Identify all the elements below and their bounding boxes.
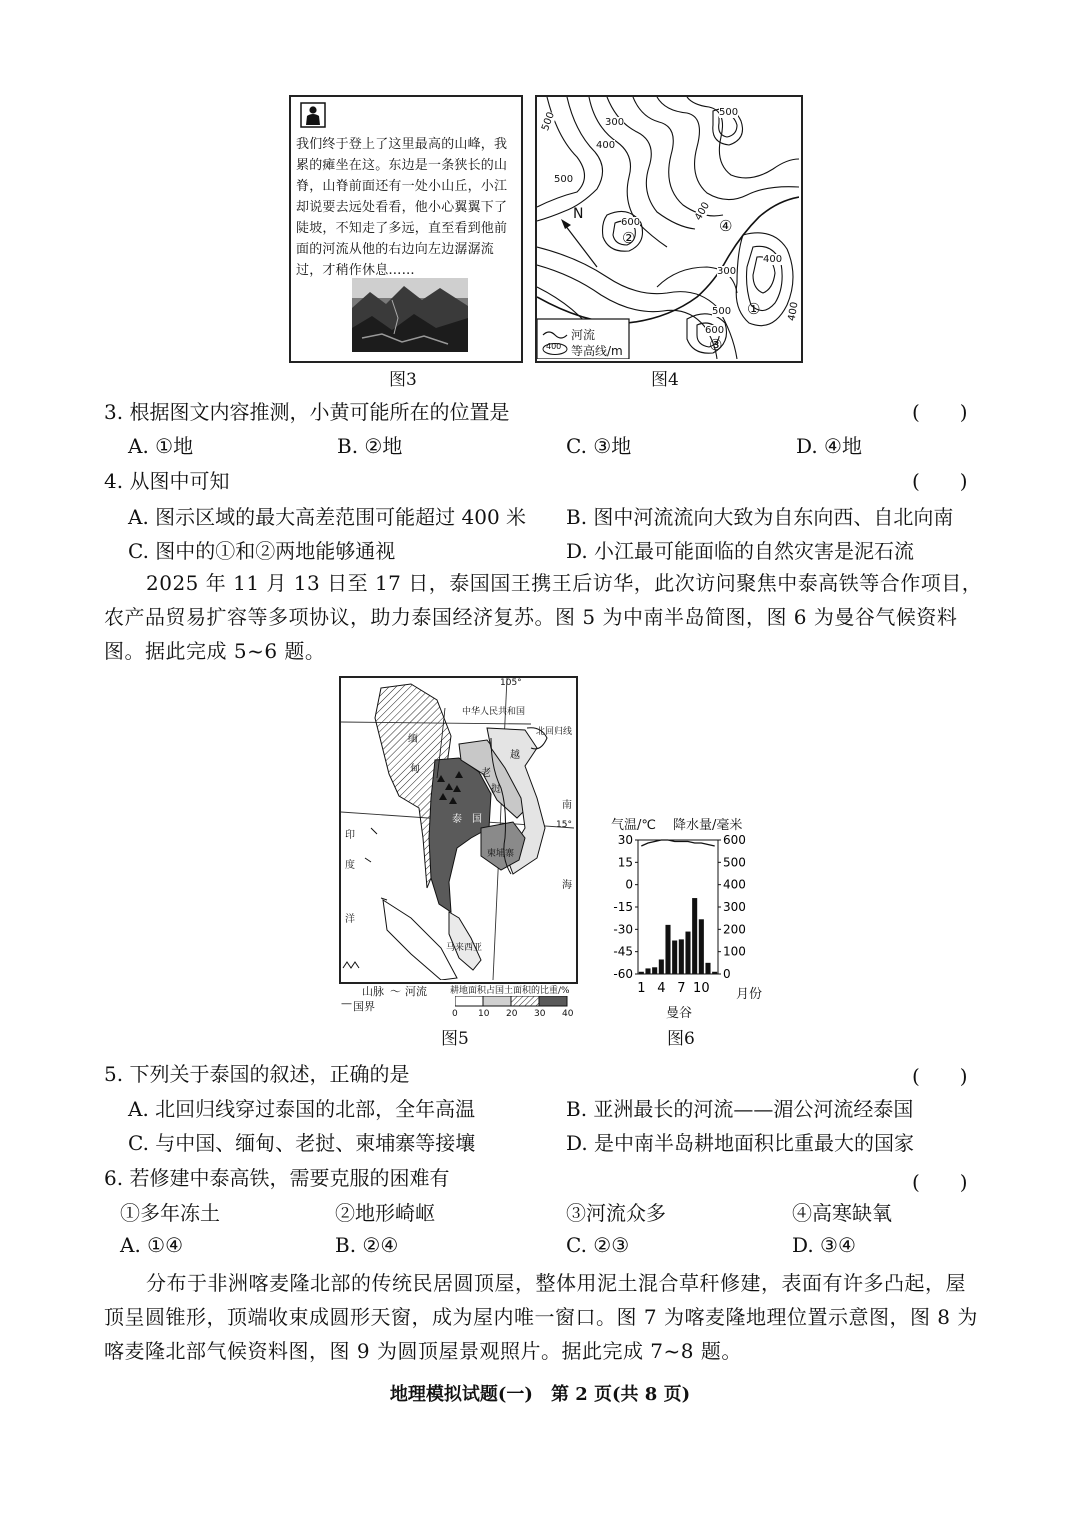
ratio-tick: 0 [452,1009,458,1019]
ratio-tick: 20 [506,1009,518,1019]
precipitation-tick-label: 0 [723,967,731,981]
ratio-tick: 40 [562,1009,574,1019]
border-legend-icon: — [341,997,352,1010]
question-4-option-d[interactable]: D. 小江最可能面临的自然灾害是泥石流 [566,539,915,563]
precipitation-bar [659,959,664,974]
precipitation-axis-title: 降水量/毫米 [673,818,743,833]
question-6-item: ④高寒缺氧 [792,1201,892,1225]
temperature-tick-label: -30 [613,922,633,937]
question-6-item: ②地形崎岖 [335,1201,435,1225]
legend-ratio-title: 耕地面积占国土面积的比重/% [450,986,570,996]
precipitation-bar [699,919,704,974]
legend-river-label: 河流 [571,328,596,342]
tropic-label: 北回归线 [536,727,573,737]
indian-ocean-label: 印 [345,830,355,841]
figure-4-caption: 图4 [651,370,679,390]
south-sea-label: 海 [562,880,572,891]
north-arrow-icon [561,219,597,267]
contour-label: 600 [705,325,725,336]
question-6-item: ①多年冻土 [120,1201,220,1225]
month-tick-label: 4 [657,981,666,996]
question-5-option-c[interactable]: C. 与中国、缅甸、老挝、柬埔寨等接壤 [128,1131,476,1155]
precipitation-bar [692,898,697,974]
contour-label: 500 [712,306,732,317]
question-5-option-b[interactable]: B. 亚洲最长的河流——湄公河流经泰国 [566,1097,914,1121]
question-4-option-c[interactable]: C. 图中的①和②两地能够通视 [128,539,396,563]
question-6-answer-blank[interactable]: ( ) [912,1170,968,1194]
legend-mountain-label: 山脉 [362,985,384,998]
month-tick-label: 10 [693,981,710,996]
legend-contour-sample: 400 [546,342,562,351]
question-3-option-c[interactable]: C. ③地 [566,434,632,458]
month-tick-label: 1 [637,981,646,996]
passage-cameroon: 分布于非洲喀麦隆北部的传统民居圆顶屋，整体用泥土混合草秆修建，表面有许多凸起，屋顶呈圆锥形，顶端收束成圆形天窗，成为屋内唯一窗口。图 7 为喀麦隆地理位置示意图，图 8 为喀麦隆北部气候资料图，图 9 为圆顶屋景观照片。据此完成 7~8 题。 [104,1271,978,1363]
figure-6-caption: 图6 [667,1029,695,1049]
vietnam-label: 越 [510,750,520,761]
marker-label: ④ [719,217,733,235]
question-5-stem: 5. 下列关于泰国的叙述，正确的是 [104,1062,410,1086]
temperature-line [641,840,714,846]
question-3-stem: 3. 根据图文内容推测，小黄可能所在的位置是 [104,400,510,424]
month-tick-label: 7 [677,981,686,996]
cambodia-label: 柬埔寨 [487,849,515,859]
precipitation-tick-label: 500 [723,855,746,870]
question-6-option-d[interactable]: D. ③④ [792,1233,856,1257]
precipitation-bar [712,972,717,974]
passage-thailand: 2025 年 11 月 13 日至 17 日，泰国国王携王后访华，此次访问聚焦中泰高铁等合作项目，农产品贸易扩容等多项协议，助力泰国经济复苏。图 5 为中南半岛简图，图 6 为曼谷气候资料图。据此完成 5~6 题。 [104,571,983,663]
question-3-option-d[interactable]: D. ④地 [796,434,862,458]
legend-contour-label: 等高线/m [571,344,623,358]
marker-label: ① [747,300,761,318]
north-label: N [573,206,584,222]
question-4-answer-blank[interactable]: ( ) [912,469,968,493]
marker-label: ③ [709,336,723,354]
precipitation-bar [679,939,684,974]
legend-border-label: 国界 [353,1000,375,1013]
precipitation-tick-label: 300 [723,900,746,914]
question-4-option-a[interactable]: A. 图示区域的最大高差范围可能超过 400 米 [128,505,527,529]
city-label: 曼谷 [666,1006,693,1021]
question-6-stem: 6. 若修建中泰高铁，需要克服的困难有 [104,1166,450,1190]
precipitation-tick-label: 400 [723,877,746,892]
question-6-option-a[interactable]: A. ①④ [120,1233,184,1257]
thailand-label: 泰 国 [452,814,482,825]
longitude-label: 105° [500,678,522,688]
contour-map [537,97,799,359]
precipitation-bar [652,967,657,974]
person-icon [300,102,326,128]
precipitation-tick-label: 100 [723,944,746,959]
temperature-tick-label: 0 [625,877,633,892]
contour-label: 500 [554,174,574,185]
question-4-stem: 4. 从图中可知 [104,469,230,493]
myanmar-label: 甸 [410,764,420,775]
myanmar-label: 缅 [408,734,418,745]
indian-ocean-label: 度 [345,860,355,871]
precipitation-bar [665,925,670,974]
marker-label: ② [622,229,636,247]
contour-label: 400 [693,200,713,223]
question-6-item: ③河流众多 [566,1201,666,1225]
question-6-option-b[interactable]: B. ②④ [335,1233,399,1257]
precipitation-tick-label: 200 [723,922,746,937]
ratio-tick: 10 [478,1009,490,1019]
plot-frame [638,840,718,974]
contour-label: 500 [540,110,557,133]
question-3-option-a[interactable]: A. ①地 [128,434,194,458]
precipitation-bar [685,932,690,974]
month-unit-label: 月份 [736,987,763,1002]
question-5-option-d[interactable]: D. 是中南半岛耕地面积比重最大的国家 [566,1131,915,1155]
ratio-tick: 30 [534,1009,546,1019]
landscape-photo [352,278,468,352]
precipitation-tick-label: 600 [723,833,746,847]
laos-label: 老 [481,768,491,779]
latitude-label: 15° [556,820,572,830]
question-6-option-c[interactable]: C. ②③ [566,1233,630,1257]
figure-3-caption: 图3 [389,370,417,390]
contour-label: 300 [717,266,737,277]
laos-label: 挝 [491,784,501,795]
south-sea-label: 南 [562,800,572,811]
question-3-answer-blank[interactable]: ( ) [912,400,968,424]
legend-river-label: 河流 [405,985,427,998]
contour-label: 300 [605,117,625,128]
temperature-tick-label: 30 [617,833,633,847]
question-5-answer-blank[interactable]: ( ) [912,1064,968,1088]
temperature-tick-label: 15 [617,855,633,870]
contour-label: 400 [596,140,616,151]
temperature-axis-title: 气温/℃ [611,818,656,833]
indian-ocean-label: 洋 [345,914,355,925]
page-footer: 地理模拟试题(一) 第 2 页(共 8 页) [389,1384,691,1405]
temperature-tick-label: -60 [613,967,633,981]
contour-label: 400 [786,301,801,322]
ratio-legend-scale [455,996,569,1008]
precipitation-bar [645,968,650,974]
figure-5-caption: 图5 [441,1029,469,1049]
contour-label: 400 [763,254,783,265]
figure-3-story: 我们终于登上了这里最高的山峰，我累的瘫坐在这。东边是一条狭长的山脊，山脊前面还有一处小山丘，小江却说要去远处看看，他小心翼翼下了陡坡，不知走了多远，直至看到他前面的河流从他的右边向左边潺潺流过，才稍作休息…… [296,137,508,278]
precipitation-bar [672,941,677,975]
malaysia-label: 马来西亚 [446,943,483,953]
precipitation-bar [705,963,710,974]
question-3-option-b[interactable]: B. ②地 [337,434,403,458]
temperature-tick-label: -15 [613,900,633,914]
river-legend-icon: 〜 [390,985,401,998]
precipitation-bar [639,972,644,974]
contour-label: 600 [621,217,641,228]
contour-label: 500 [719,107,739,118]
question-4-option-b[interactable]: B. 图中河流流向大致为自东向西、自北向南 [566,505,954,529]
china-label: 中华人民共和国 [462,707,526,717]
temperature-tick-label: -45 [613,944,633,959]
question-5-option-a[interactable]: A. 北回归线穿过泰国的北部，全年高温 [128,1097,476,1121]
